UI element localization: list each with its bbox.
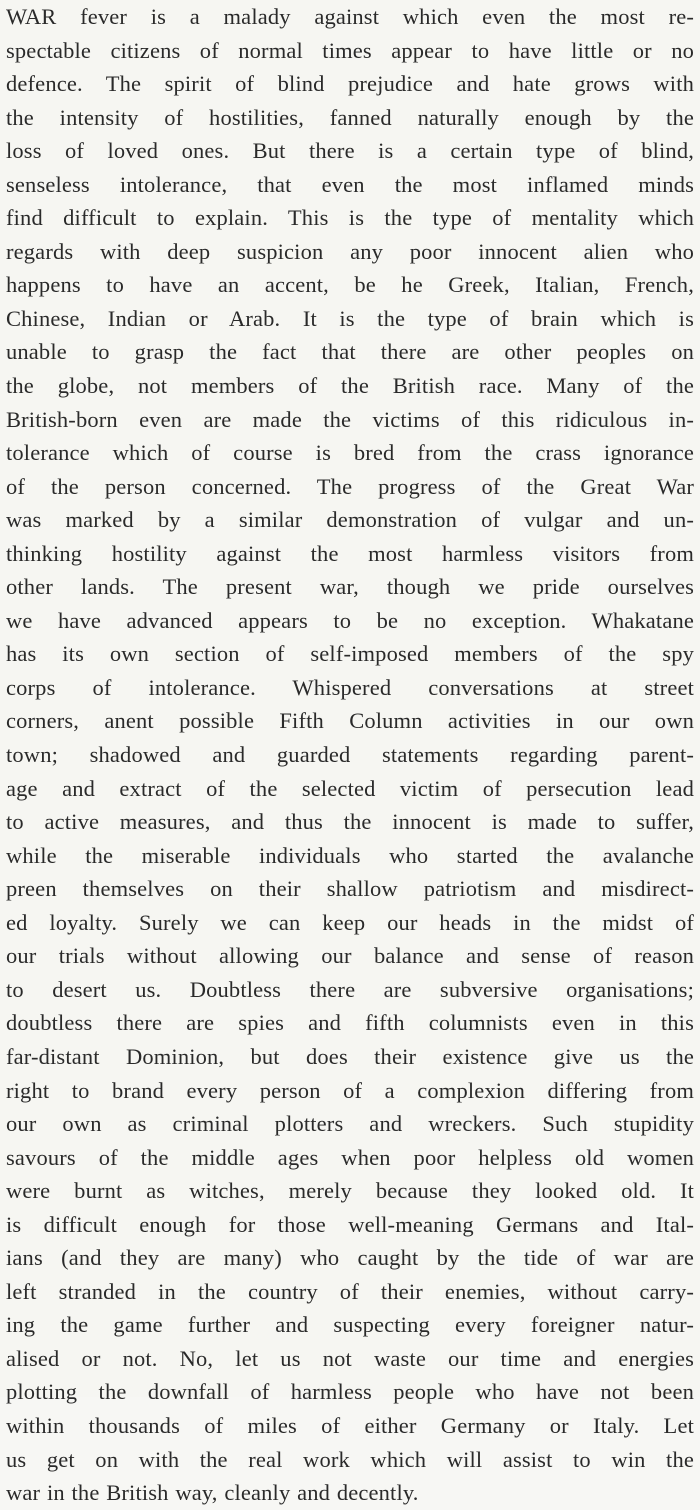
article-line: war in the British way, cleanly and decently.: [6, 1480, 419, 1506]
article-line: ed loyalty. Surely we can keep our heads in the midst of: [6, 909, 694, 935]
article-line: other lands. The present war, though we pride ourselves: [6, 574, 694, 600]
article-line: us get on with the real work which will assist to win the: [6, 1446, 694, 1472]
article-line: British-born even are made the victims of this ridiculous in-: [6, 406, 694, 432]
article-line: defence. The spirit of blind prejudice and hate grows with: [6, 71, 694, 97]
article-line: left stranded in the country of their enemies, without carry-: [6, 1278, 694, 1304]
article-line: loss of loved ones. But there is a certain type of blind,: [6, 138, 694, 164]
article-line: alised or not. No, let us not waste our time and energies: [6, 1345, 694, 1371]
article-line: ing the game further and suspecting every foreigner natur-: [6, 1312, 694, 1338]
article-line: of the person concerned. The progress of the Great War: [6, 473, 694, 499]
article-line: WAR fever is a malady against which even the most re-: [6, 4, 694, 29]
article-line: regards with deep suspicion any poor innocent alien who: [6, 238, 694, 264]
article-line: we have advanced appears to be no exception. Whakatane: [6, 607, 694, 633]
article-line: to active measures, and thus the innocent is made to suffer,: [6, 809, 694, 835]
article-line: to desert us. Doubtless there are subversive organisations;: [6, 976, 694, 1002]
article-line: ians (and they are many) who caught by the tide of war are: [6, 1245, 694, 1271]
article-line: were burnt as witches, merely because they looked old. It: [6, 1178, 694, 1204]
article-line: thinking hostility against the most harmless visitors from: [6, 540, 694, 566]
article-line: plotting the downfall of harmless people who have not been: [6, 1379, 694, 1405]
article-line: tolerance which of course is bred from the crass ignorance: [6, 440, 694, 466]
article-line: the globe, not members of the British race. Many of the: [6, 373, 694, 399]
article-line: corners, anent possible Fifth Column activities in our own: [6, 708, 694, 734]
article-line: doubtless there are spies and fifth columnists even in this: [6, 1010, 694, 1036]
article-line: town; shadowed and guarded statements regarding parent-: [6, 742, 694, 768]
article-line: our trials without allowing our balance and sense of reason: [6, 943, 694, 969]
article-line: was marked by a similar demonstration of vulgar and un-: [6, 507, 694, 533]
article-line: far-distant Dominion, but does their existence give us the: [6, 1043, 694, 1069]
article-line: within thousands of miles of either Germany or Italy. Let: [6, 1412, 694, 1438]
article-line: is difficult enough for those well-meaning Germans and Ital-: [6, 1211, 694, 1237]
article-line: age and extract of the selected victim of persecution lead: [6, 775, 694, 801]
article-line: unable to grasp the fact that there are other peoples on: [6, 339, 694, 365]
article-line: has its own section of self-imposed members of the spy: [6, 641, 694, 667]
article-line: corps of intolerance. Whispered conversations at street: [6, 674, 694, 700]
article-line: find difficult to explain. This is the type of mentality which: [6, 205, 694, 231]
article-line: senseless intolerance, that even the most inflamed minds: [6, 171, 694, 197]
editorial-article: [6, 0, 694, 1510]
article-line: happens to have an accent, be he Greek, Italian, French,: [6, 272, 694, 298]
article-line: Chinese, Indian or Arab. It is the type of brain which is: [6, 305, 694, 331]
article-line: preen themselves on their shallow patriotism and misdirect-: [6, 876, 694, 902]
article-line: right to brand every person of a complexion differing from: [6, 1077, 694, 1103]
article-line: spectable citizens of normal times appear to have little or no: [6, 37, 694, 63]
article-line: savours of the middle ages when poor helpless old women: [6, 1144, 694, 1170]
article-line: while the miserable individuals who started the avalanche: [6, 842, 694, 868]
article-line: our own as criminal plotters and wreckers. Such stupidity: [6, 1111, 694, 1137]
article-line: the intensity of hostilities, fanned naturally enough by the: [6, 104, 694, 130]
